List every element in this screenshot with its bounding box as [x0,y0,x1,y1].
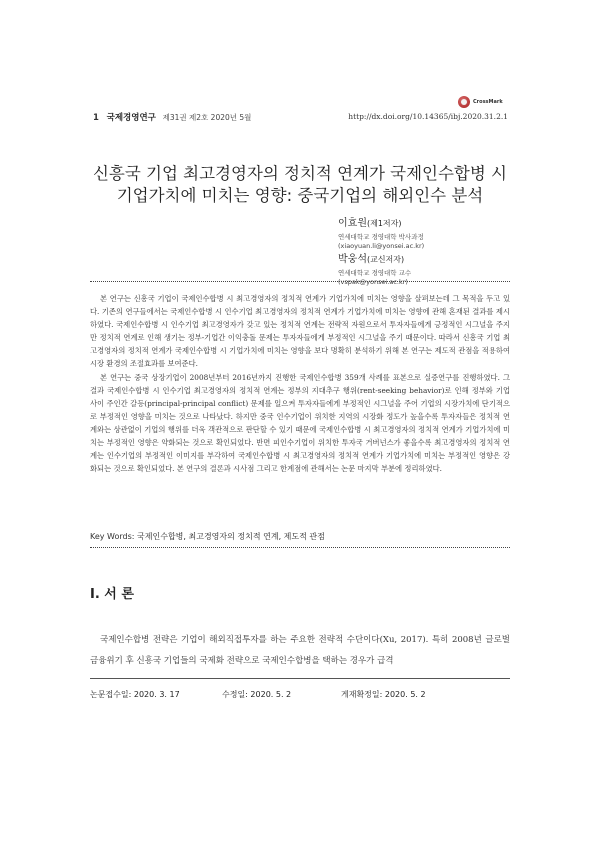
author-affiliation: 연세대학교 경영대학 박사과정 [338,233,424,241]
keywords-text: 국제인수합병, 최고경영자의 정치적 연계, 제도적 관점 [137,532,325,541]
abstract-paragraph: 본 연구는 신흥국 기업이 국제인수합병 시 최고경영자의 정치적 연계가 기업가치에 미치는 영향을 살펴보는데 그 목적을 두고 있다. 기존의 연구들에서는 국제인수합병 시 인수기업 최고경영자의 정치적 연계가 기업가치에 미치는 영향에 관해 혼재된 결과를 제시하였다. 국제인수합병 시 인수기업 최고경영자가 갖고 있는 정치적 연계는 전략적 자원으로서 투자자들에게 긍정적인 시그널을 주지만 정치적 연계로 인해 생기는 정부-기업간 이익충돌 문제는 투자자들에게 부정적인 시그널을 주기 때문이다. 따라서 신흥국 기업 최고경영자의 정치적 연계가 국제인수합병 시 기업가치에 미치는 영향을 보다 명확히 분석하기 위해 본 연구는 제도적 관점을 적용하여 시장 환경의 조절효과를 보여준다. [90,294,510,369]
running-header [93,111,508,125]
abstract-paragraph: 본 연구는 중국 상장기업이 2008년부터 2016년까지 진행한 국제인수합병 359개 사례를 표본으로 실증연구를 진행하였다. 그 결과 국제인수합병 시 인수기업 최고경영자의 정치적 연계는 정부의 지대추구 행위(rent-seeking behavior)로 인해 정부와 기업 사이 주인간 갈등(principal-principal conflict) 문제를 일으켜 투자자들에게 부정적인 시그널을 주어 기업의 시장가치에 단기적으로 부정적인 영향을 미치는 것으로 나타났다. 하지만 중국 인수기업이 위치한 지역의 시장화 정도가 높을수록 투자자들은 정치적 연계와는 상관없이 기업의 행위를 더욱 객관적으로 판단할 수 있기 때문에 국제인수합병 시 최고경영자의 정치적 연계가 기업가치에 미치는 부정적인 영향은 약화되는 것으로 확인되었다. 반면 피인수기업이 위치한 투자국 거버넌스가 좋을수록 최고경영자의 정치적 연계는 인수기업의 부정적인 이미지를 부각하여 국제인수합병 시 최고경영자의 정치적 연계가 기업가치에 미치는 부정적인 영향은 강화되는 것으로 확인되었다. 본 연구의 결론과 시사점 그리고 한계점에 관해서는 논문 마지막 부분에 정리하였다. [90,372,510,474]
crossmark-icon [458,96,470,108]
crossmark-label: CrossMark [473,99,503,105]
author-name: 박웅석 [338,254,367,265]
author-affiliation: 연세대학교 경영대학 교수 [338,269,412,277]
section-heading: Ⅰ. 서 론 [90,587,134,602]
author-email[interactable]: (xiaoyuan.li@yonsei.ac.kr) [338,242,425,250]
journal-name: 국제경영연구 [106,113,156,123]
author-email[interactable]: (vspak@yonsei.ac.kr) [338,278,408,286]
paper-title-line-1: 신흥국 기업 최고경영자의 정치적 연계가 국제인수합병 시 [92,164,507,183]
keywords [90,531,325,542]
keywords-label: Key Words: [90,532,135,541]
crossmark-logo[interactable] [458,96,508,110]
author-name: 이효원 [338,218,367,229]
abstract-bottom-divider [90,547,510,548]
volume-info: 제31권 제2호 2020년 5월 [162,113,252,122]
paper-title-line-2: 기업가치에 미치는 영향: 중국기업의 해외인수 분석 [116,186,484,205]
received-date: 논문접수일: 2020. 3. 17 [90,690,180,699]
accepted-date: 게재확정일: 2020. 5. 2 [341,690,426,699]
page-number: 1 [93,113,99,123]
author-block-first [338,214,518,250]
abstract-top-divider [90,281,510,282]
abstract [90,292,510,475]
author-role: (교신저자) [366,255,405,264]
author-role: (제1저자) [366,219,402,228]
revised-date: 수정일: 2020. 5. 2 [222,690,292,699]
footer-rule [90,678,510,679]
intro-paragraph: 국제인수합병 전략은 기업이 해외직접투자를 하는 주요한 전략적 수단이다(Xu, 2017). 특히 2008년 글로벌 금융위기 후 신흥국 기업들의 국제화 전략으로 국제인수합병을 택하는 경우가 급격 [90,635,510,666]
introduction-text [90,630,510,672]
doi-link[interactable]: http://dx.doi.org/10.14365/ibj.2020.31.2.1 [348,112,508,121]
